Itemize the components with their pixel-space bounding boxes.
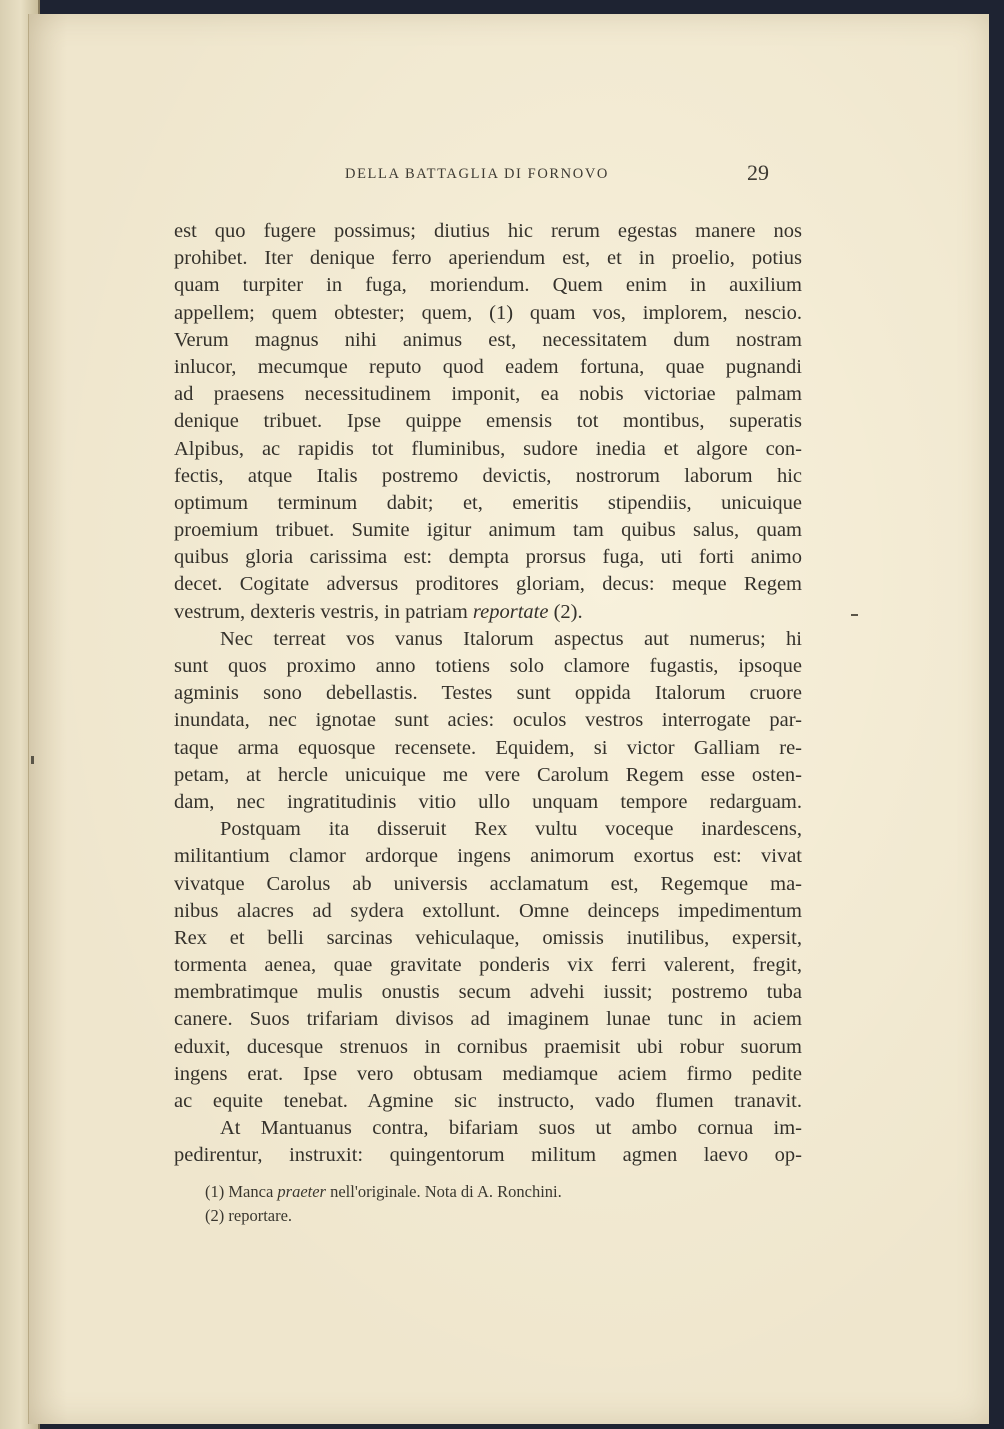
book-page xyxy=(28,14,989,1424)
text-line: Verum magnus nihi animus est, necessitatem dum nostram xyxy=(174,328,802,351)
text-line: denique tribuet. Ipse quippe emensis tot montibus, superatis xyxy=(174,410,802,433)
text-line: membratimque mulis onustis secum advehi iussit; postremo tuba xyxy=(174,981,802,1004)
text-line: agminis sono debellastis. Testes sunt oppida Italorum cruore xyxy=(174,682,802,705)
text-line: vivatque Carolus ab universis acclamatum est, Regemque ma- xyxy=(174,872,802,895)
footnotes xyxy=(205,1180,765,1228)
footnote-text: nell'originale. Nota di A. Ronchini. xyxy=(325,1182,562,1201)
footnote-1 xyxy=(205,1180,765,1204)
text-line: decet. Cogitate adversus proditores gloriam, decus: meque Regem xyxy=(174,573,802,596)
footnote-number: (1) xyxy=(205,1182,225,1201)
text-line: nibus alacres ad sydera extollunt. Omne deinceps impedimentum xyxy=(174,899,802,922)
text-line: appellem; quem obtester; quem, (1) quam vos, implorem, nescio. xyxy=(174,301,802,324)
text-line: canere. Suos trifariam divisos ad imaginem lunae tunc in aciem xyxy=(174,1008,802,1031)
text-line: ad praesens necessitudinem imponit, ea nobis victoriae palmam xyxy=(174,383,802,406)
text-line: prohibet. Iter denique ferro aperiendum est, et in proelio, potius xyxy=(174,247,802,270)
footnote-ref: (2). xyxy=(548,600,583,623)
text-line: ac equite tenebat. Agmine sic instructo, vado flumen tranavit. xyxy=(174,1090,802,1112)
text-line: est quo fugere possimus; diutius hic rerum egestas manere nos xyxy=(174,220,802,242)
text-line: militantium clamor ardorque ingens animorum exortus est: vivat xyxy=(174,845,802,868)
footnote-number: (2) xyxy=(205,1206,225,1225)
footnote-2 xyxy=(205,1204,765,1228)
text-line: At Mantuanus contra, bifariam suos ut ambo cornua im- xyxy=(220,1117,802,1140)
text-line: Alpibus, ac rapidis tot fluminibus, sudore inedia et algore con- xyxy=(174,437,802,460)
italic-word: reportate xyxy=(472,600,549,623)
page-number: 29 xyxy=(747,160,769,185)
text-line: quibus gloria carissima est: dempta prorsus fuga, uti forti animo xyxy=(174,546,802,569)
text-line xyxy=(174,599,802,626)
text-line: taque arma equosque recensete. Equidem, si victor Galliam re- xyxy=(174,736,802,759)
text-line: inundata, nec ignotae sunt acies: oculos vestros interrogate par- xyxy=(174,709,802,732)
text-line: optimum terminum dabit; et, emeritis stipendiis, unicuique xyxy=(174,491,802,514)
text-line: Rex et belli sarcinas vehiculaque, omissis inutilibus, expersit, xyxy=(174,926,802,949)
margin-mark xyxy=(851,614,858,616)
page-header xyxy=(29,162,989,192)
text-line: eduxit, ducesque strenuos in cornibus praemisit ubi robur suorum xyxy=(174,1035,802,1058)
footnote-text: Manca xyxy=(224,1182,278,1201)
text-line: petam, at hercle unicuique me vere Carolum Regem esse osten- xyxy=(174,763,802,786)
text-line: proemium tribuet. Sumite igitur animum tam quibus salus, quam xyxy=(174,519,802,542)
text-line: Postquam ita disseruit Rex vultu voceque inardescens, xyxy=(220,818,802,841)
text-line-start: vestrum, dexteris vestris, in patriam xyxy=(174,600,468,623)
text-line: quam turpiter in fuga, moriendum. Quem enim in auxilium xyxy=(174,274,802,297)
text-line: ingens erat. Ipse vero obtusam mediamque aciem firmo pedite xyxy=(174,1062,802,1085)
binding-mark xyxy=(31,756,34,764)
text-line: tormenta aenea, quae gravitate ponderis vix ferri valerent, fregit, xyxy=(174,954,802,977)
running-head: DELLA BATTAGLIA DI FORNOVO xyxy=(345,166,609,182)
text-line: fectis, atque Italis postremo devictis, nostrorum laborum hic xyxy=(174,464,802,487)
footnote-italic: praeter xyxy=(277,1182,326,1201)
text-line: inlucor, mecumque reputo quod eadem fortuna, quae pugnandi xyxy=(174,355,802,378)
text-line: dam, nec ingratitudinis vitio ullo unquam tempore redarguam. xyxy=(174,790,802,813)
text-line: pedirentur, instruxit: quingentorum militum agmen laevo op- xyxy=(174,1144,802,1167)
text-line: Nec terreat vos vanus Italorum aspectus aut numerus; hi xyxy=(220,627,802,650)
body-text xyxy=(174,218,802,1170)
footnote-text: reportare. xyxy=(224,1206,293,1225)
text-line: sunt quos proximo anno totiens solo clamore fugastis, ipsoque xyxy=(174,655,802,677)
